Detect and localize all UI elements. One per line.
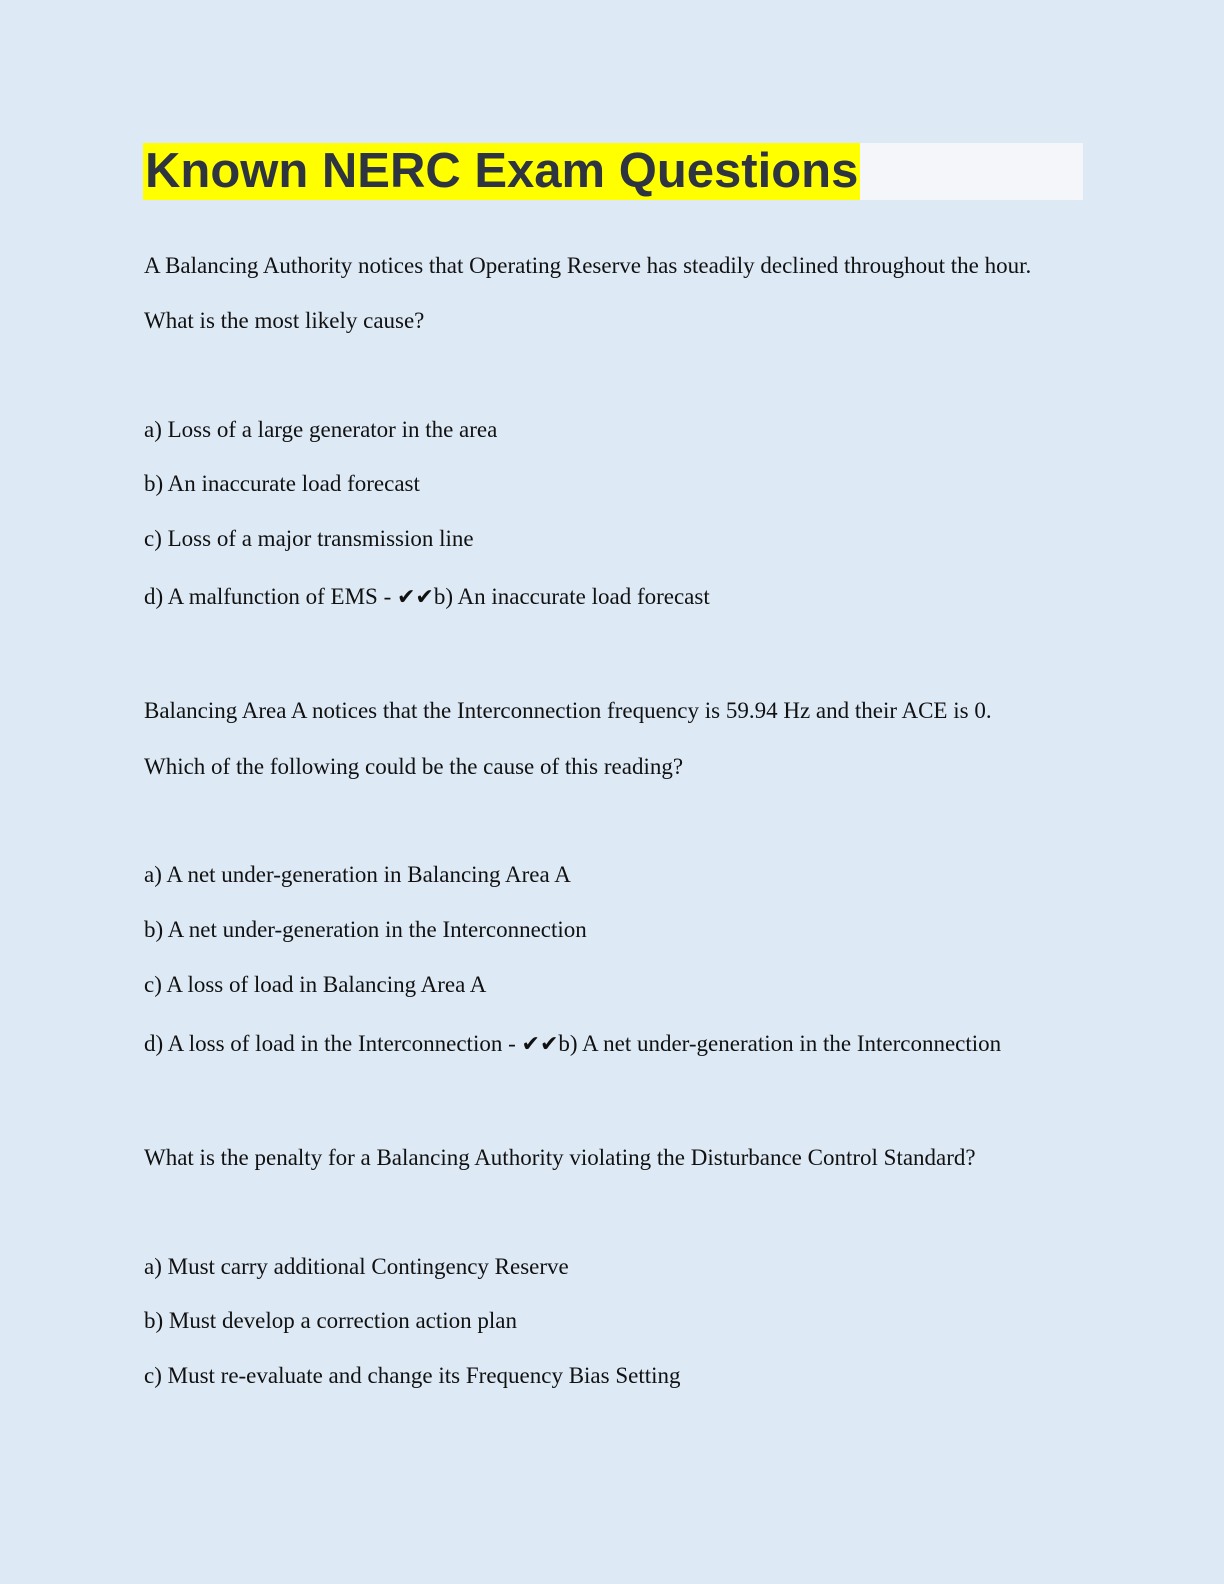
question-3-option-c: c) Must re-evaluate and change its Frequency Bias Setting	[144, 1363, 681, 1388]
question-1-option-d-answer-line	[144, 583, 710, 612]
question-3-prompt-line-1: What is the penalty for a Balancing Authority violating the Disturbance Control Standard?	[144, 1145, 976, 1170]
check-mark-icon: ✔✔	[396, 585, 434, 610]
question-2-answer: b) A net under-generation in the Interconnection	[558, 1031, 1002, 1056]
question-1-prompt-line-2: What is the most likely cause?	[144, 308, 425, 333]
question-2-prompt-line-1: Balancing Area A notices that the Interconnection frequency is 59.94 Hz and their ACE is 0.	[144, 698, 992, 723]
check-mark-icon: ✔✔	[521, 1032, 559, 1057]
page-title: Known NERC Exam Questions	[145, 144, 859, 198]
question-2-option-b: b) A net under-generation in the Interconnection	[144, 917, 587, 942]
question-2-option-d: d) A loss of load in the Interconnection -	[144, 1031, 516, 1056]
question-1-prompt-line-1: A Balancing Authority notices that Operating Reserve has steadily declined throughout the hour.	[144, 253, 1032, 278]
question-2-option-c: c) A loss of load in Balancing Area A	[144, 972, 487, 997]
question-2-prompt-line-2: Which of the following could be the cause of this reading?	[144, 754, 684, 779]
question-3-option-a: a) Must carry additional Contingency Reserve	[144, 1254, 569, 1279]
question-1-option-c: c) Loss of a major transmission line	[144, 526, 474, 551]
question-3-option-b: b) Must develop a correction action plan	[144, 1308, 517, 1333]
question-2-option-d-answer-line	[144, 1030, 1001, 1059]
title-bar	[143, 143, 1083, 200]
question-1-option-d: d) A malfunction of EMS -	[144, 584, 392, 609]
question-1-option-b: b) An inaccurate load forecast	[144, 471, 420, 496]
question-1-answer: b) An inaccurate load forecast	[433, 584, 710, 609]
question-1-option-a: a) Loss of a large generator in the area	[144, 417, 498, 442]
question-2-option-a: a) A net under-generation in Balancing Area A	[144, 862, 571, 887]
